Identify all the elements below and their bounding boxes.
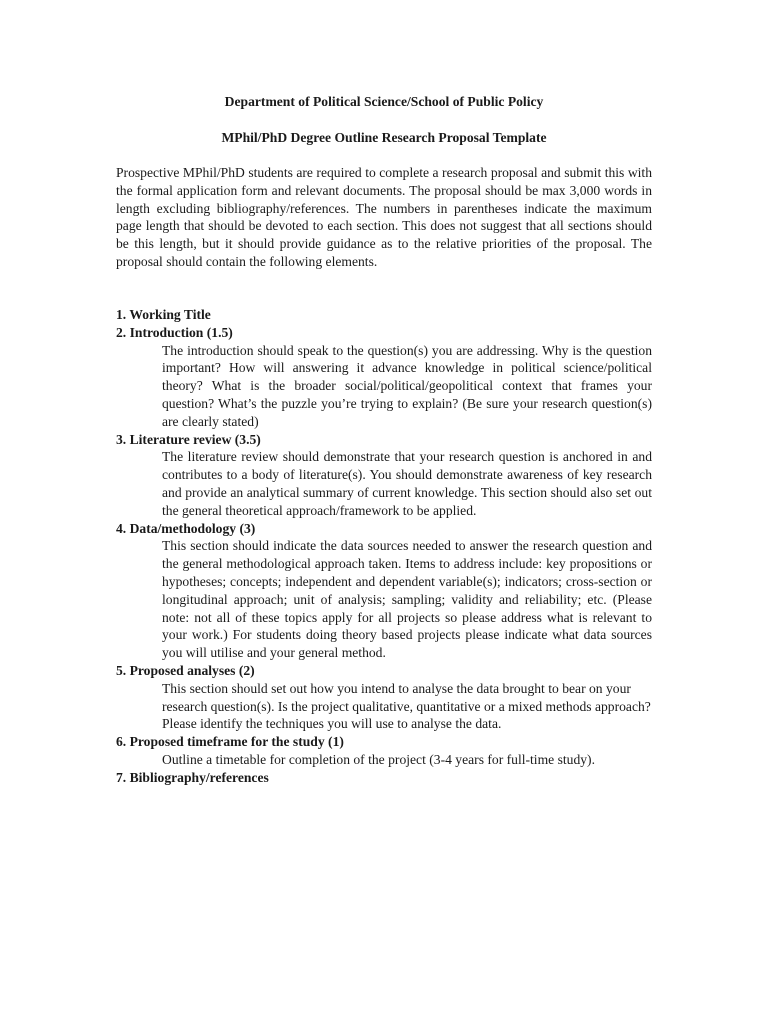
section-body: Outline a timetable for completion of the project (3-4 years for full-time study). [162, 751, 595, 767]
section-introduction [116, 324, 652, 431]
section-heading: 1. Working Title [116, 307, 211, 322]
section-heading: 2. Introduction (1.5) [116, 324, 233, 340]
section-heading: 3. Literature review (3.5) [116, 431, 261, 447]
section-bibliography [116, 769, 652, 787]
section-proposed-analyses [116, 662, 652, 733]
section-working-title [116, 306, 652, 324]
section-heading: 7. Bibliography/references [116, 769, 269, 785]
section-literature-review [116, 431, 652, 520]
section-body: This section should indicate the data sources needed to answer the research question and the general methodological approach taken. Items to address include: key propositions or hypotheses; concepts; independent and dependent variable(s); indicators; cross-section or longitudinal approach; unit of analysis; sampling; validity and reliability; etc. (Please note: not all of these topics apply for all projects so please address what is relevant to your work.) For students doing theory based projects please indicate what data sources you will utilise and your general method. [162, 538, 652, 661]
section-heading: 4. Data/methodology (3) [116, 520, 256, 536]
section-list [116, 306, 652, 787]
intro-paragraph: Prospective MPhil/PhD students are required to complete a research proposal and submit this with the formal application form and relevant documents. The proposal should be max 3,000 words in length excluding bibliography/references. The numbers in parentheses indicate the maximum page length that should be devoted to each section. This does not suggest that all sections should be this length, but it should provide guidance as to the relative priorities of the proposal. The proposal should contain the following elements. [116, 165, 652, 269]
section-proposed-timeframe [116, 733, 652, 769]
department-heading: Department of Political Science/School of Public Policy [224, 94, 544, 109]
section-body: The literature review should demonstrate that your research question is anchored in and contributes to a body of literature(s). You should demonstrate awareness of key research and provide an analytical summary of current knowledge. This section should also set out the general theoretical approach/framework to be applied. [162, 449, 652, 518]
section-heading: 6. Proposed timeframe for the study (1) [116, 734, 344, 750]
section-data-methodology [116, 520, 652, 662]
section-body: The introduction should speak to the question(s) you are addressing. Why is the question important? How will answering it advance knowledge in political science/political theory? What is the broader social/political/geopolitical context that frames your question? What’s the puzzle you’re trying to explain? (Be sure your research question(s) are clearly stated) [162, 342, 652, 429]
document-title: MPhil/PhD Degree Outline Research Proposal Template [221, 130, 547, 145]
section-heading: 5. Proposed analyses (2) [116, 662, 255, 678]
section-body: This section should set out how you intend to analyse the data brought to bear on your research question(s). Is the project qualitative, quantitative or a mixed methods approach? Please identify the techniques you will use to analyse the data. [162, 680, 651, 732]
